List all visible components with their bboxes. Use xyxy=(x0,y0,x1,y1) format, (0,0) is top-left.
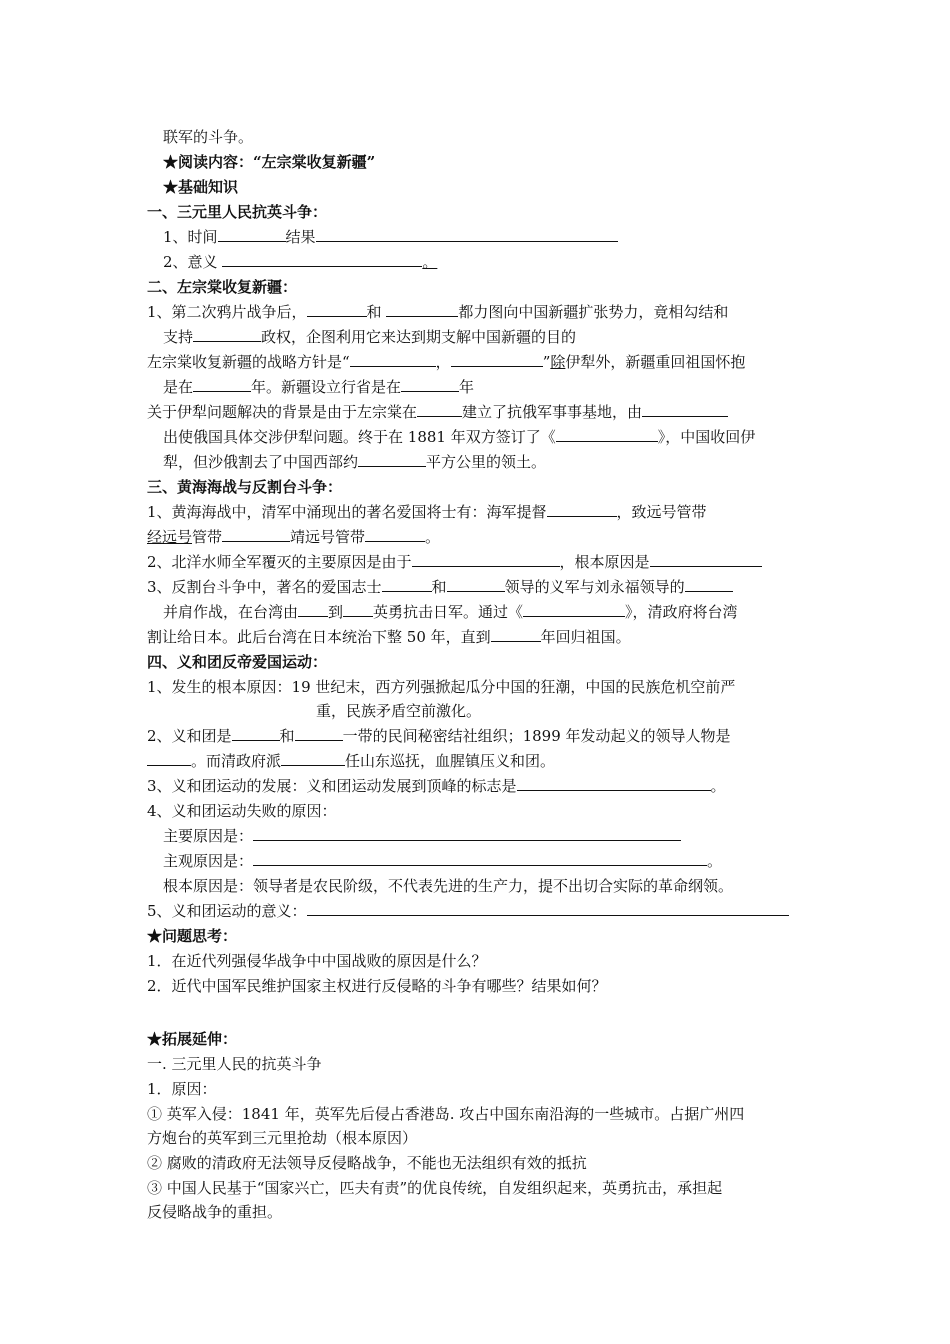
blank[interactable] xyxy=(556,426,658,442)
blank[interactable] xyxy=(650,551,762,567)
blank[interactable] xyxy=(307,301,367,317)
text: 1、第二次鸦片战争后， xyxy=(147,303,307,321)
blank[interactable] xyxy=(253,825,681,841)
text: ， xyxy=(435,353,451,371)
text: 》，清政府将台湾 xyxy=(625,603,738,621)
text: 1、时间 xyxy=(163,228,218,246)
text-line: 联军的斗争。 xyxy=(163,128,254,146)
blank[interactable] xyxy=(316,226,618,242)
text-line xyxy=(163,226,618,248)
text-line xyxy=(163,376,474,398)
text: 2、北洋水师全军覆灭的主要原因是由于 xyxy=(147,553,412,571)
blank[interactable] xyxy=(295,725,343,741)
blank[interactable] xyxy=(491,626,541,642)
text: 2、义和团是 xyxy=(147,727,232,745)
text: 靖远号管带 xyxy=(290,528,366,546)
question: 2．近代中国军民维护国家主权进行反侵略的斗争有哪些？结果如何？ xyxy=(147,977,607,995)
blank[interactable] xyxy=(218,226,286,242)
blank[interactable] xyxy=(417,401,462,417)
text-line xyxy=(147,301,728,323)
text: 除 xyxy=(550,353,566,371)
blank[interactable] xyxy=(447,576,505,592)
text: 和 xyxy=(279,727,295,745)
text-line xyxy=(147,576,733,598)
blank[interactable] xyxy=(401,376,459,392)
section-heading: ★基础知识 xyxy=(163,178,239,196)
blank[interactable] xyxy=(253,850,707,866)
section-heading: 三、黄海海战与反割台斗争： xyxy=(147,478,343,496)
blank[interactable] xyxy=(358,451,426,467)
text-line xyxy=(147,351,745,373)
text-line xyxy=(147,725,731,747)
text-line: 1．原因： xyxy=(147,1080,217,1098)
blank[interactable] xyxy=(365,526,425,542)
section-heading: 四、义和团反帝爱国运动： xyxy=(147,653,328,671)
text: 和 xyxy=(431,578,447,596)
text: 管带 xyxy=(192,528,223,546)
text: 1、黄海海战中，清军中涌现出的著名爱国将士有：海军提督 xyxy=(147,503,547,521)
section-heading: ★拓展延伸： xyxy=(147,1030,238,1048)
text-line xyxy=(147,551,762,573)
section-heading: 一、三元里人民抗英斗争： xyxy=(147,203,328,221)
text: 支持 xyxy=(163,328,194,346)
blank[interactable] xyxy=(412,551,560,567)
text: 。 xyxy=(422,253,438,271)
text-line xyxy=(163,326,576,348)
text: 3、义和团运动的发展：义和团运动发展到顶峰的标志是 xyxy=(147,777,517,795)
text: 一带的民间秘密结社组织；1899 年发动起义的领导人物是 xyxy=(342,727,731,745)
blank[interactable] xyxy=(193,376,251,392)
blank[interactable] xyxy=(547,501,617,517)
text: ，致远号管带 xyxy=(616,503,707,521)
blank[interactable] xyxy=(343,601,373,617)
blank[interactable] xyxy=(685,576,733,592)
section-heading: ★阅读内容：“左宗棠收复新疆” xyxy=(163,153,376,171)
text-line xyxy=(163,825,681,847)
blank[interactable] xyxy=(642,401,728,417)
text-line: 反侵略战争的重担。 xyxy=(147,1203,283,1221)
text-line: ② 腐败的清政府无法领导反侵略战争，不能也无法组织有效的抵抗 xyxy=(147,1154,587,1172)
text: 。而清政府派 xyxy=(191,752,282,770)
blank[interactable] xyxy=(307,900,789,916)
text-line: ① 英军入侵：1841 年，英军先后侵占香港岛. 攻占中国东南沿海的一些城市。占据广州四 xyxy=(147,1105,745,1123)
blank[interactable] xyxy=(382,576,432,592)
text-line xyxy=(147,401,728,423)
text: 结果 xyxy=(285,228,316,246)
text-line xyxy=(147,775,726,797)
blank[interactable] xyxy=(386,301,458,317)
text-line xyxy=(147,626,631,648)
text: 犁，但沙俄割去了中国西部约 xyxy=(163,453,359,471)
text: 政权，企图利用它来达到期支解中国新疆的目的 xyxy=(261,328,577,346)
text: 关于伊犁问题解决的背景是由于左宗棠在 xyxy=(147,403,418,421)
text: 英勇抗击日军。通过《 xyxy=(373,603,524,621)
text: 年回归祖国。 xyxy=(540,628,631,646)
text-line: 方炮台的英军到三元里抢劫（根本原因） xyxy=(147,1129,418,1147)
text: 和 xyxy=(366,303,382,321)
text-line xyxy=(147,501,707,523)
blank[interactable] xyxy=(298,601,328,617)
text: 左宗棠收复新疆的战略方针是“ xyxy=(147,353,350,371)
text-line: 4、义和团运动失败的原因： xyxy=(147,802,337,820)
text: 5、义和团运动的意义： xyxy=(147,902,307,920)
text: 任山东巡抚，血腥镇压义和团。 xyxy=(345,752,556,770)
text: 。 xyxy=(707,852,723,870)
text-line: 一. 三元里人民的抗英斗争 xyxy=(147,1055,322,1073)
text-line xyxy=(147,900,789,922)
blank[interactable] xyxy=(193,326,261,342)
text-line: 重，民族矛盾空前激化。 xyxy=(316,702,482,720)
text: 年。新疆设立行省是在 xyxy=(251,378,402,396)
blank[interactable] xyxy=(451,351,543,367)
text: 割让给日本。此后台湾在日本统治下整 50 年，直到 xyxy=(147,628,491,646)
text: ，根本原因是 xyxy=(559,553,650,571)
text: 领导的义军与刘永福领导的 xyxy=(504,578,685,596)
text: ” xyxy=(542,353,551,371)
text: 建立了抗俄军事事基地，由 xyxy=(462,403,643,421)
text: 到 xyxy=(328,603,344,621)
text-line xyxy=(163,426,755,448)
text: 》，中国收回伊 xyxy=(657,428,756,446)
text: 2、意义 xyxy=(163,253,218,271)
text: 出使俄国具体交涉伊犁问题。终于在 1881 年双方签订了《 xyxy=(163,428,556,446)
text: 经远号 xyxy=(147,528,193,546)
text: 。 xyxy=(425,528,441,546)
text: 主要原因是： xyxy=(163,827,254,845)
section-heading: ★问题思考： xyxy=(147,927,238,945)
text-line: 1、发生的根本原因：19 世纪末，西方列强掀起瓜分中国的狂潮，中国的民族危机空前严 xyxy=(147,678,736,696)
blank[interactable] xyxy=(517,775,711,791)
text: 平方公里的领土。 xyxy=(426,453,547,471)
text: 并肩作战，在台湾由 xyxy=(163,603,299,621)
text: 是在 xyxy=(163,378,194,396)
text-line xyxy=(163,850,722,872)
text-line: ③ 中国人民基于“国家兴亡，匹夫有责”的优良传统，自发组织起来，英勇抗击，承担起 xyxy=(147,1179,723,1197)
blank[interactable] xyxy=(350,351,436,367)
text: 。 xyxy=(710,777,726,795)
text: 3、反割台斗争中，著名的爱国志士 xyxy=(147,578,382,596)
text-line: 根本原因是：领导者是农民阶级，不代表先进的生产力，提不出切合实际的革命纲领。 xyxy=(163,877,734,895)
question: 1．在近代列强侵华战争中中国战败的原因是什么？ xyxy=(147,952,487,970)
blank[interactable] xyxy=(523,601,625,617)
text: 年 xyxy=(459,378,475,396)
text: 伊犁外，新疆重回祖国怀抱 xyxy=(565,353,746,371)
section-heading: 二、左宗棠收复新疆： xyxy=(147,278,298,296)
text-line xyxy=(163,601,738,623)
blank[interactable] xyxy=(232,725,280,741)
text-line xyxy=(147,750,555,772)
text-line xyxy=(163,251,437,273)
blank[interactable] xyxy=(222,251,422,267)
text: 主观原因是： xyxy=(163,852,254,870)
text-line xyxy=(147,526,440,548)
text: 都力图向中国新疆扩张势力，竟相勾结和 xyxy=(458,303,729,321)
blank[interactable] xyxy=(222,526,290,542)
text-line xyxy=(163,451,546,473)
blank[interactable] xyxy=(147,750,191,766)
blank[interactable] xyxy=(281,750,345,766)
